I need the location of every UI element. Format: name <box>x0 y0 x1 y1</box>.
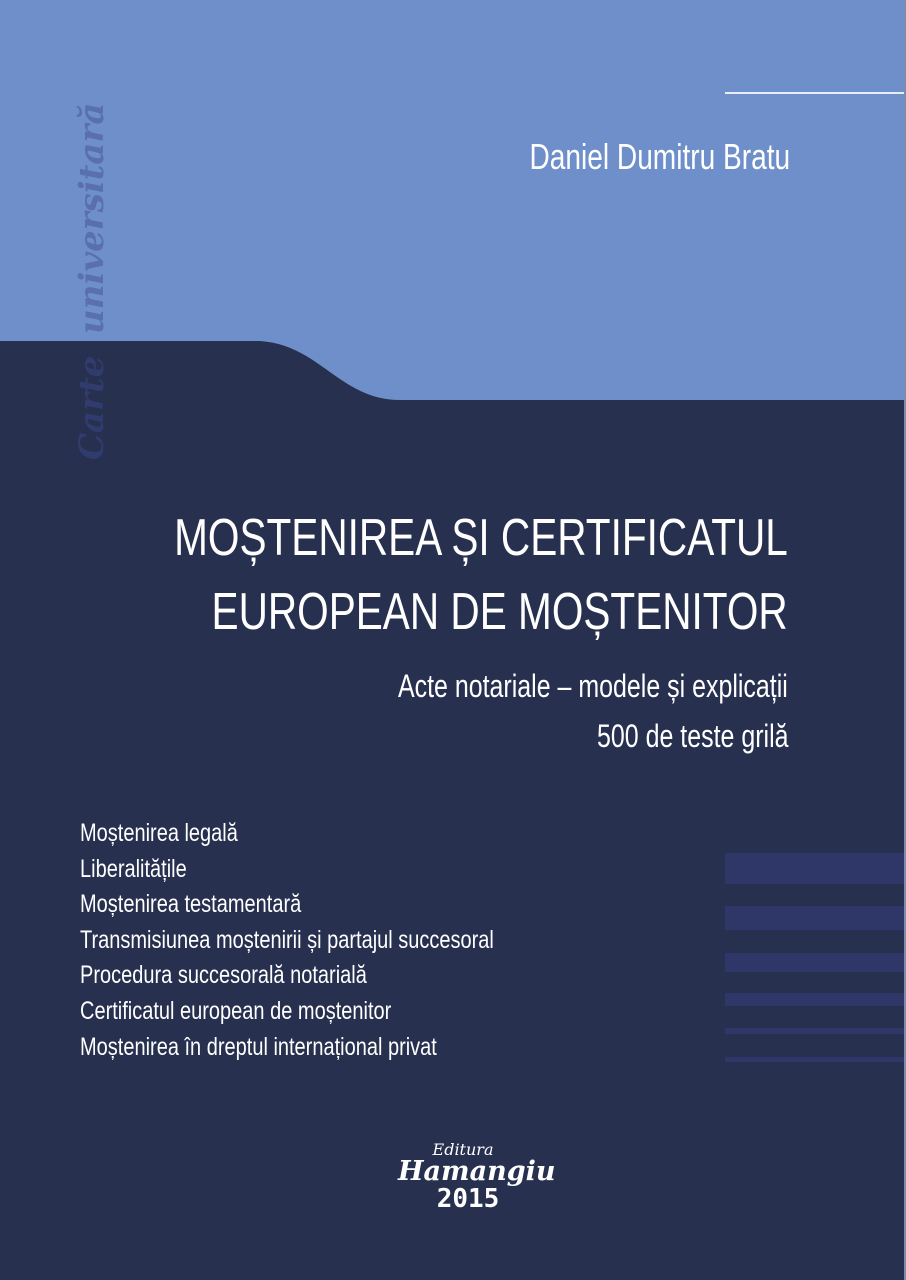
series-word-universitara: universitară <box>72 102 112 334</box>
publisher-name: Hamangiu <box>398 1156 556 1187</box>
subtitle-line-2: 500 de teste grilă <box>596 718 788 754</box>
decorative-line <box>725 92 906 94</box>
topic-item: Transmisiunea moștenirii și partajul succesoral <box>80 925 494 954</box>
topic-item: Moștenirea în dreptul internațional privat <box>80 1032 437 1061</box>
decorative-stripe <box>725 993 906 1006</box>
book-title-line-1: MOȘTENIREA ȘI CERTIFICATUL <box>174 509 788 567</box>
decorative-stripe <box>725 1057 906 1062</box>
series-label <box>72 102 132 500</box>
book-title-line-2: EUROPEAN DE MOȘTENITOR <box>211 583 788 641</box>
decorative-stripe <box>725 953 906 972</box>
subtitle-line-1: Acte notariale – modele și explicații <box>398 668 788 704</box>
topic-item: Liberalitățile <box>80 854 187 883</box>
topic-item: Certificatul european de moștenitor <box>80 996 392 1025</box>
top-light-panel <box>0 0 906 400</box>
publisher-logo <box>398 1140 556 1214</box>
topic-item: Moștenirea testamentară <box>80 890 302 919</box>
publisher-prefix: Editura <box>432 1140 494 1159</box>
author-name: Daniel Dumitru Bratu <box>529 136 790 177</box>
decorative-stripe <box>725 853 906 884</box>
decorative-stripe <box>725 906 906 930</box>
topic-item: Procedura succesorală notarială <box>80 961 367 990</box>
publication-year: 2015 <box>436 1184 500 1214</box>
series-word-carte: Carte <box>72 355 112 460</box>
decorative-stripe <box>725 1028 906 1034</box>
topic-item: Moștenirea legală <box>80 819 238 847</box>
topics-list <box>80 818 597 1067</box>
